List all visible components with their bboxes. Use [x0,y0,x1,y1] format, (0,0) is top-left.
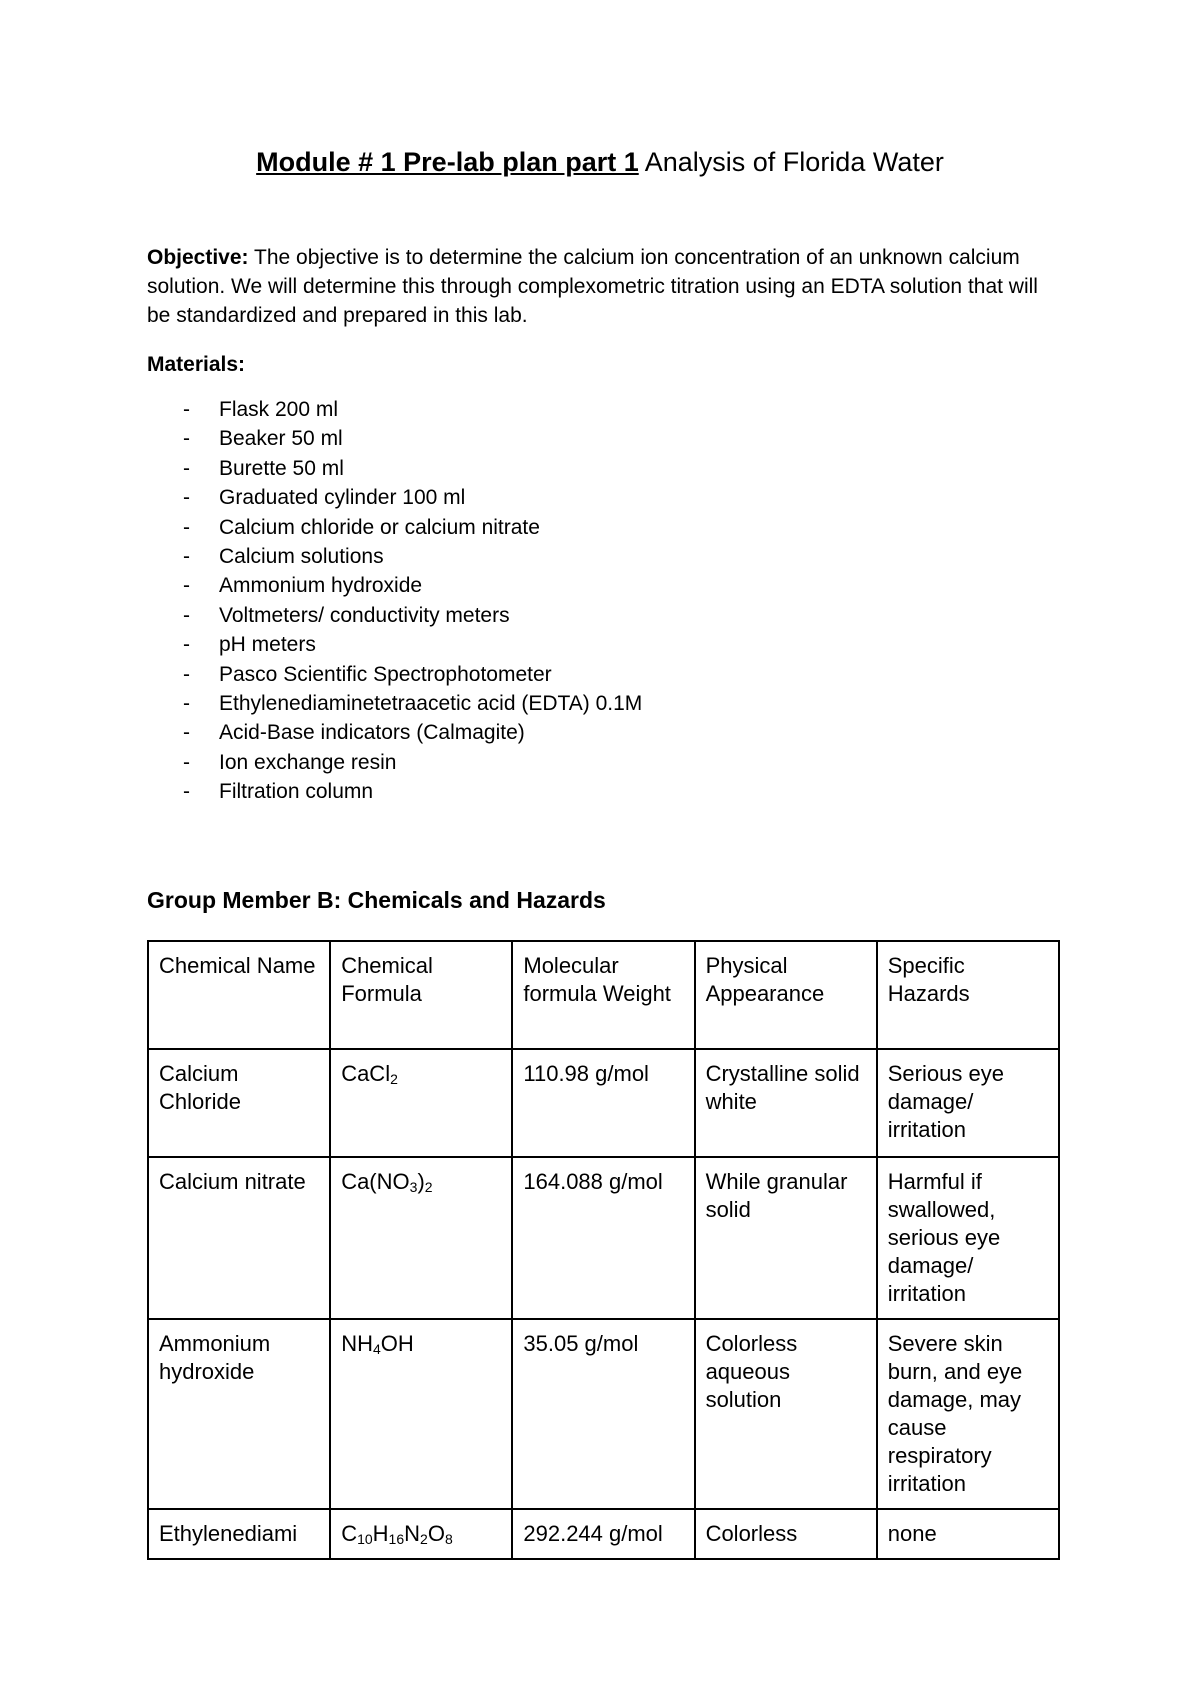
material-label: Ethylenediaminetetraacetic acid (EDTA) 0.1M [219,692,643,716]
column-header: Physical Appearance [695,941,877,1049]
chemical-name-cell: Calcium nitrate [148,1157,330,1319]
column-header: Chemical Name [148,941,330,1049]
list-item [147,483,642,512]
table-row [148,1157,1059,1319]
chemical-formula-cell: CaCl$_2$ [330,1049,512,1157]
list-item [147,571,642,600]
material-label: pH meters [219,633,316,657]
chemical-name-cell: Ammonium hydroxide [148,1319,330,1509]
bullet-dash: - [183,662,190,686]
material-label: Calcium solutions [219,545,384,569]
list-item [147,542,642,571]
bullet-dash: - [183,427,190,451]
material-label: Acid-Base indicators (Calmagite) [219,721,525,745]
table-row [148,1319,1059,1509]
list-item [147,718,642,747]
formula-subscript: 2 [390,1071,398,1087]
hazards-heading: Group Member B: Chemicals and Hazards [147,887,606,913]
list-item [147,454,642,483]
objective-paragraph [147,243,1047,330]
bullet-dash: - [183,486,190,510]
bullet-dash: - [183,515,190,539]
molecular-weight-cell: 292.244 g/mol [512,1509,694,1559]
chemical-formula-cell: $C_{10}H_{16}N_2O_8$ [330,1509,512,1559]
list-item [147,513,642,542]
list-item [147,601,642,630]
material-label: Voltmeters/ conductivity meters [219,603,510,627]
formula-subscript: 10 [357,1531,373,1547]
bullet-dash: - [183,692,190,716]
objective-text: The objective is to determine the calcium ion concentration of an unknown calcium solution. We will determine this through complexometric titration using an EDTA solution that will be standardized and prepared in this lab. [147,246,1038,327]
chemical-name-cell: Ethylenediami [148,1509,330,1559]
formula-subscript: 8 [444,1531,453,1547]
list-item [147,424,642,453]
list-item [147,777,642,806]
material-label: Pasco Scientific Spectrophotometer [219,662,552,686]
objective-label: Objective: [147,246,249,269]
table-header-row [148,941,1059,1049]
list-item [147,630,642,659]
bullet-dash: - [183,603,190,627]
bullet-dash: - [183,398,190,421]
material-label: Flask 200 ml [219,398,339,421]
hazards-cell: none [877,1509,1059,1559]
bullet-dash: - [183,456,190,480]
bullet-dash: - [183,750,190,774]
material-label: Burette 50 ml [219,456,344,480]
page-title [0,145,1200,179]
appearance-cell: Colorless aqueous solution [695,1319,877,1509]
bullet-dash: - [183,574,190,598]
formula-subscript: 2 [424,1179,433,1195]
material-label: Beaker 50 ml [219,427,343,451]
hazards-cell: Serious eye damage/ irritation [877,1049,1059,1157]
hazards-cell: Severe skin burn, and eye damage, may cause respiratory irritation [877,1319,1059,1509]
bullet-dash: - [183,780,190,804]
list-item [147,660,642,689]
materials-list [147,395,642,807]
list-item [147,689,642,718]
bullet-dash: - [183,545,190,569]
material-label: Graduated cylinder 100 ml [219,486,466,510]
title-subject: Analysis of Florida Water [644,147,944,177]
title-module: Module # 1 Pre-lab plan part 1 [256,147,639,177]
table-row [148,1049,1059,1157]
column-header: Molecular formula Weight [512,941,694,1049]
list-item [147,395,642,424]
list-item [147,748,642,777]
appearance-cell: While granular solid [695,1157,877,1319]
molecular-weight-cell: 35.05 g/mol [512,1319,694,1509]
materials-heading: Materials: [147,353,246,376]
chemicals-hazards-table [147,940,1060,1560]
column-header: Specific Hazards [877,941,1059,1049]
appearance-cell: Colorless [695,1509,877,1559]
column-header: Chemical Formula [330,941,512,1049]
hazards-cell: Harmful if swallowed, serious eye damage/ irritation [877,1157,1059,1319]
material-label: Filtration column [219,780,374,804]
appearance-cell: Crystalline solid white [695,1049,877,1157]
chemical-name-cell: Calcium Chloride [148,1049,330,1157]
formula-subscript: 4 [372,1341,381,1357]
molecular-weight-cell: 110.98 g/mol [512,1049,694,1157]
material-label: Ammonium hydroxide [219,574,423,598]
material-label: Calcium chloride or calcium nitrate [219,515,540,539]
formula-subscript: 2 [420,1531,428,1547]
chemical-formula-cell: $NH_4OH$ [330,1319,512,1509]
molecular-weight-cell: 164.088 g/mol [512,1157,694,1319]
formula-subscript: 3 [409,1179,418,1195]
bullet-dash: - [183,721,190,745]
material-label: Ion exchange resin [219,750,397,774]
bullet-dash: - [183,633,190,657]
table-row [148,1509,1059,1559]
chemical-formula-cell: $Ca(NO_3)_2$ [330,1157,512,1319]
formula-subscript: 16 [388,1531,405,1547]
